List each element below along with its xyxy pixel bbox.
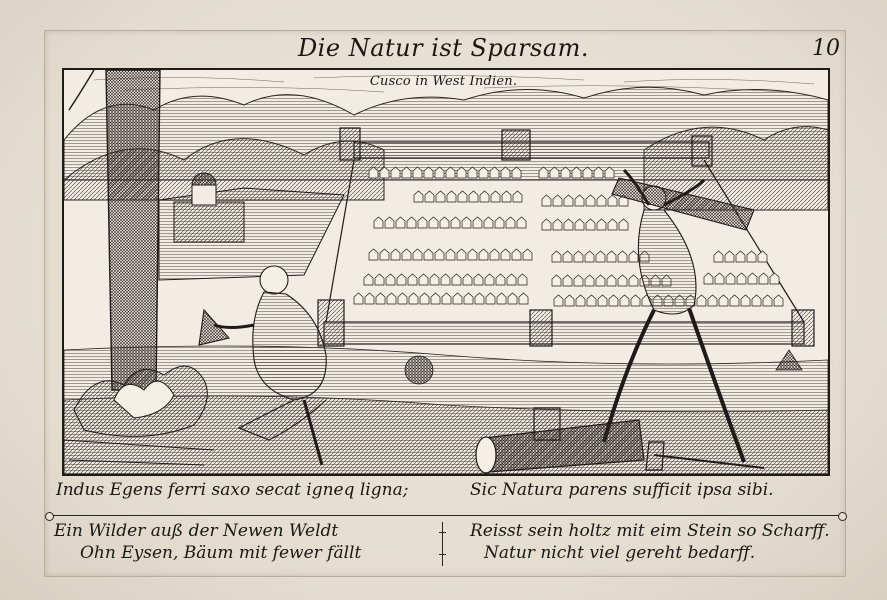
engraving-illustration xyxy=(64,70,828,474)
latin-verse-right: Sic Natura parens sufficit ipsa sibi. xyxy=(470,480,774,500)
shrub-center xyxy=(405,356,433,384)
plate-number: 10 xyxy=(812,36,840,61)
ornamental-rule xyxy=(52,515,840,516)
engraving-title: Die Natur ist Sparsam. xyxy=(297,34,590,62)
german-verse-line-2: Ohn Eysen, Bäum mit fewer fällt xyxy=(80,543,362,563)
german-verse-line-4: Natur nicht viel gereht bedarff. xyxy=(484,543,756,563)
engraved-picture xyxy=(62,68,830,476)
german-verse-line-3: Reisst sein holtz mit eim Stein so Scharff. xyxy=(470,521,830,541)
latin-verse-left: Indus Egens ferri saxo secat igneq ligna; xyxy=(56,480,409,500)
inset-caption: Cusco in West Indien. xyxy=(369,74,518,89)
german-verse-line-1: Ein Wilder auß der Newen Weldt xyxy=(54,521,339,541)
verse-divider xyxy=(442,522,443,566)
